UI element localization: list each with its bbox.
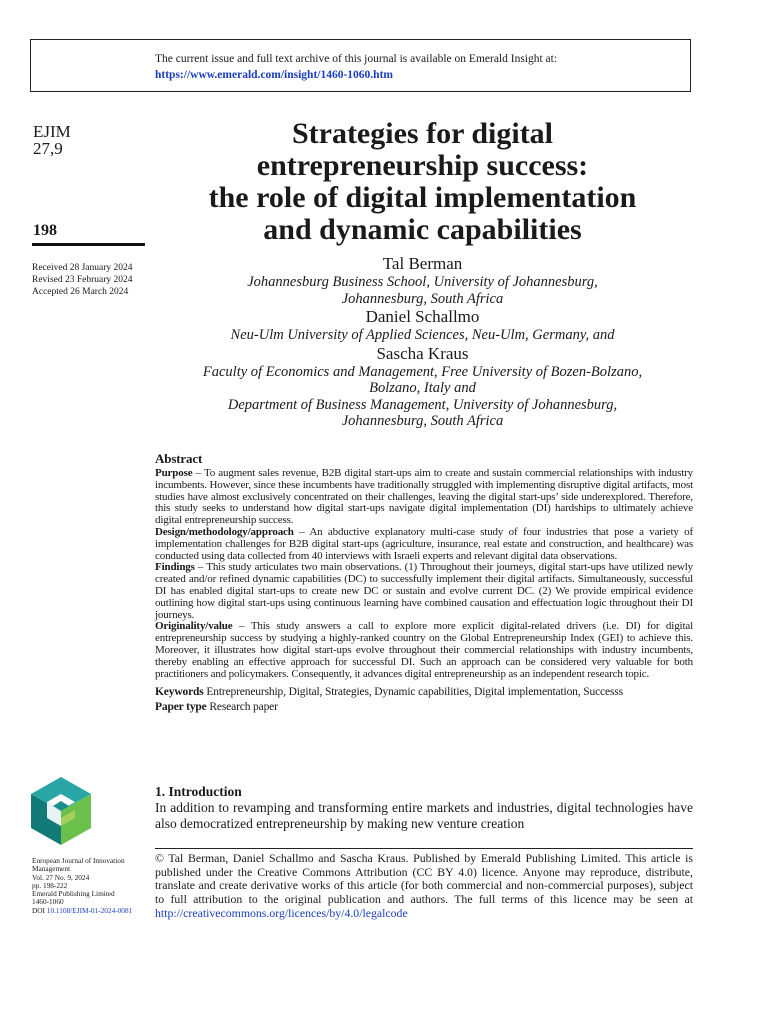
doi-label: DOI [32, 905, 47, 915]
paper-type [155, 700, 693, 715]
paper-type-text: Research paper [206, 701, 278, 714]
author-affiliation: Johannesburg Business School, University of Johannesburg, [247, 274, 598, 290]
submission-dates [32, 262, 133, 298]
abstract-design [155, 527, 693, 562]
author-affiliation: Neu-Ulm University of Applied Sciences, Neu-Ulm, Germany, and [230, 327, 615, 343]
author-list [155, 254, 690, 430]
journal-citation-info [32, 857, 152, 915]
journal-pages: pp. 198-222 [32, 880, 68, 890]
journal-publisher: Emerald Publishing Limited [32, 889, 115, 899]
author-affiliation: Johannesburg, South Africa [341, 413, 504, 429]
design-label: Design/methodology/approach [155, 525, 294, 538]
title-line: the role of digital implementation [208, 181, 637, 214]
intro-heading: 1. Introduction [155, 784, 242, 799]
paper-type-label: Paper type [155, 701, 207, 714]
received-date: Received 28 January 2024 [32, 263, 133, 273]
abstract-section [155, 451, 693, 715]
journal-volume-label [33, 123, 71, 157]
journal-abbr: EJIM [33, 122, 71, 141]
journal-volume: Vol. 27 No. 9, 2024 [32, 872, 90, 882]
journal-issn: 1460-1060 [32, 897, 64, 907]
abstract-purpose [155, 468, 693, 527]
author-name: Sascha Kraus [376, 343, 469, 363]
archive-notice: The current issue and full text archive of this journal is available on Emerald Insight at: [155, 53, 558, 65]
abstract-originality [155, 621, 693, 680]
journal-url-link[interactable]: https://www.emerald.com/insight/1460-1060.htm [155, 69, 393, 81]
accepted-date: Accepted 26 March 2024 [32, 287, 129, 297]
license-link[interactable]: http://creativecommons.org/licences/by/4.0/legalcode [155, 905, 408, 920]
author-affiliation: Johannesburg, South Africa [341, 290, 504, 307]
purpose-text: – To augment sales revenue, B2B digital start-ups aim to create and sustain commercial relationships with industry incumbents. However, since these incumbents have traditionally struggled with implementing disruptive digital artifacts, most studies have almost exclusively concentrated on their challenges, leaving the digital start-ups’ side underexplored. Therefore, this study seeks to understand how digital start-ups navigate digital implementation (DI) hardships to ultimately achieve digital entrepreneurship success. [155, 467, 693, 527]
author-affiliation: Bolzano, Italy and [369, 380, 476, 396]
license-text: © Tal Berman, Daniel Schallmo and Sascha Kraus. Published by Emerald Publishing Limited. This article is published under the Creative Commons Attribution (CC BY 4.0) licence. Anyone may reproduce, distribute, translate and create derivative works of this article (for both commercial and non-commercial purposes), subject to full attribution to the original publication and authors. The full terms of this licence may be seen at [155, 851, 693, 907]
journal-doi [32, 907, 152, 915]
author-name: Daniel Schallmo [365, 307, 480, 326]
keywords [155, 685, 693, 700]
emerald-logo-icon [31, 777, 91, 845]
footnote-rule [155, 848, 693, 849]
keywords-label: Keywords [155, 686, 204, 699]
findings-text: – This study articulates two main observations. (1) Throughout their journeys, digital start-ups have utilized newly created and/or refined dynamic capabilities (DC) to successfully implement their digital artifacts. Simultaneously, successful DI has enabled digital start-ups to create new DC or sustain and evolve current DC. (2) We provide empirical evidence outlining how digital start-ups using continuous learning have combined causation and effectuation logic throughout their DI journeys. [155, 561, 693, 621]
article-title [155, 118, 690, 246]
originality-label: Originality/value [155, 620, 233, 633]
findings-label: Findings [155, 561, 195, 574]
originality-text: – This study answers a call to explore more explicit digital-related drivers (i.e. DI) for digital entrepreneurship success by studying a highly-ranked country on the Global Entrepreneurship Index (GEI) to achieve this. Moreover, it illustrates how digital start-ups evolve throughout their commercial relationships with industry incumbents, thereby enabling an effective approach for successful DI. Such an approach can be considered very valuable for both practitioners and policymakers. Consequently, it advances digital entrepreneurship as an independent research topic. [155, 620, 693, 680]
title-line: and dynamic capabilities [263, 213, 582, 246]
volume-issue: 27,9 [33, 139, 63, 158]
journal-name: European Journal of Innovation Management [32, 856, 125, 874]
author-affiliation: Department of Business Management, University of Johannesburg, [227, 396, 618, 413]
journal-archive-banner [30, 39, 691, 92]
revised-date: Revised 23 February 2024 [32, 275, 133, 285]
abstract-findings [155, 562, 693, 621]
title-line: entrepreneurship success: [256, 149, 589, 182]
introduction-section [155, 784, 693, 832]
license-notice [155, 852, 693, 921]
author-affiliation: Faculty of Economics and Management, Free University of Bozen-Bolzano, [202, 363, 643, 380]
page-number-rule [32, 243, 145, 246]
purpose-label: Purpose [155, 467, 193, 479]
keywords-text: Entrepreneurship, Digital, Strategies, Dynamic capabilities, Digital implementation, Successs [203, 686, 623, 699]
page-number: 198 [33, 222, 57, 239]
title-line: Strategies for digital [291, 117, 554, 150]
design-text: – An abductive explanatory multi-case study of four industries that pose a variety of implementation challenges for B2B digital start-ups (agriculture, insurance, real estate and construction, and healthcare) was conducted using data collected from 40 interviews with Israeli experts and relevant digital data observations. [155, 525, 693, 562]
author-name: Tal Berman [382, 254, 463, 273]
abstract-heading: Abstract [155, 451, 203, 466]
doi-link[interactable]: 10.1108/EJIM-01-2024-0081 [46, 905, 133, 915]
intro-text: In addition to revamping and transforming entire markets and industries, digital technologies have also democratized entrepreneurship by making new venture creation [155, 800, 693, 831]
